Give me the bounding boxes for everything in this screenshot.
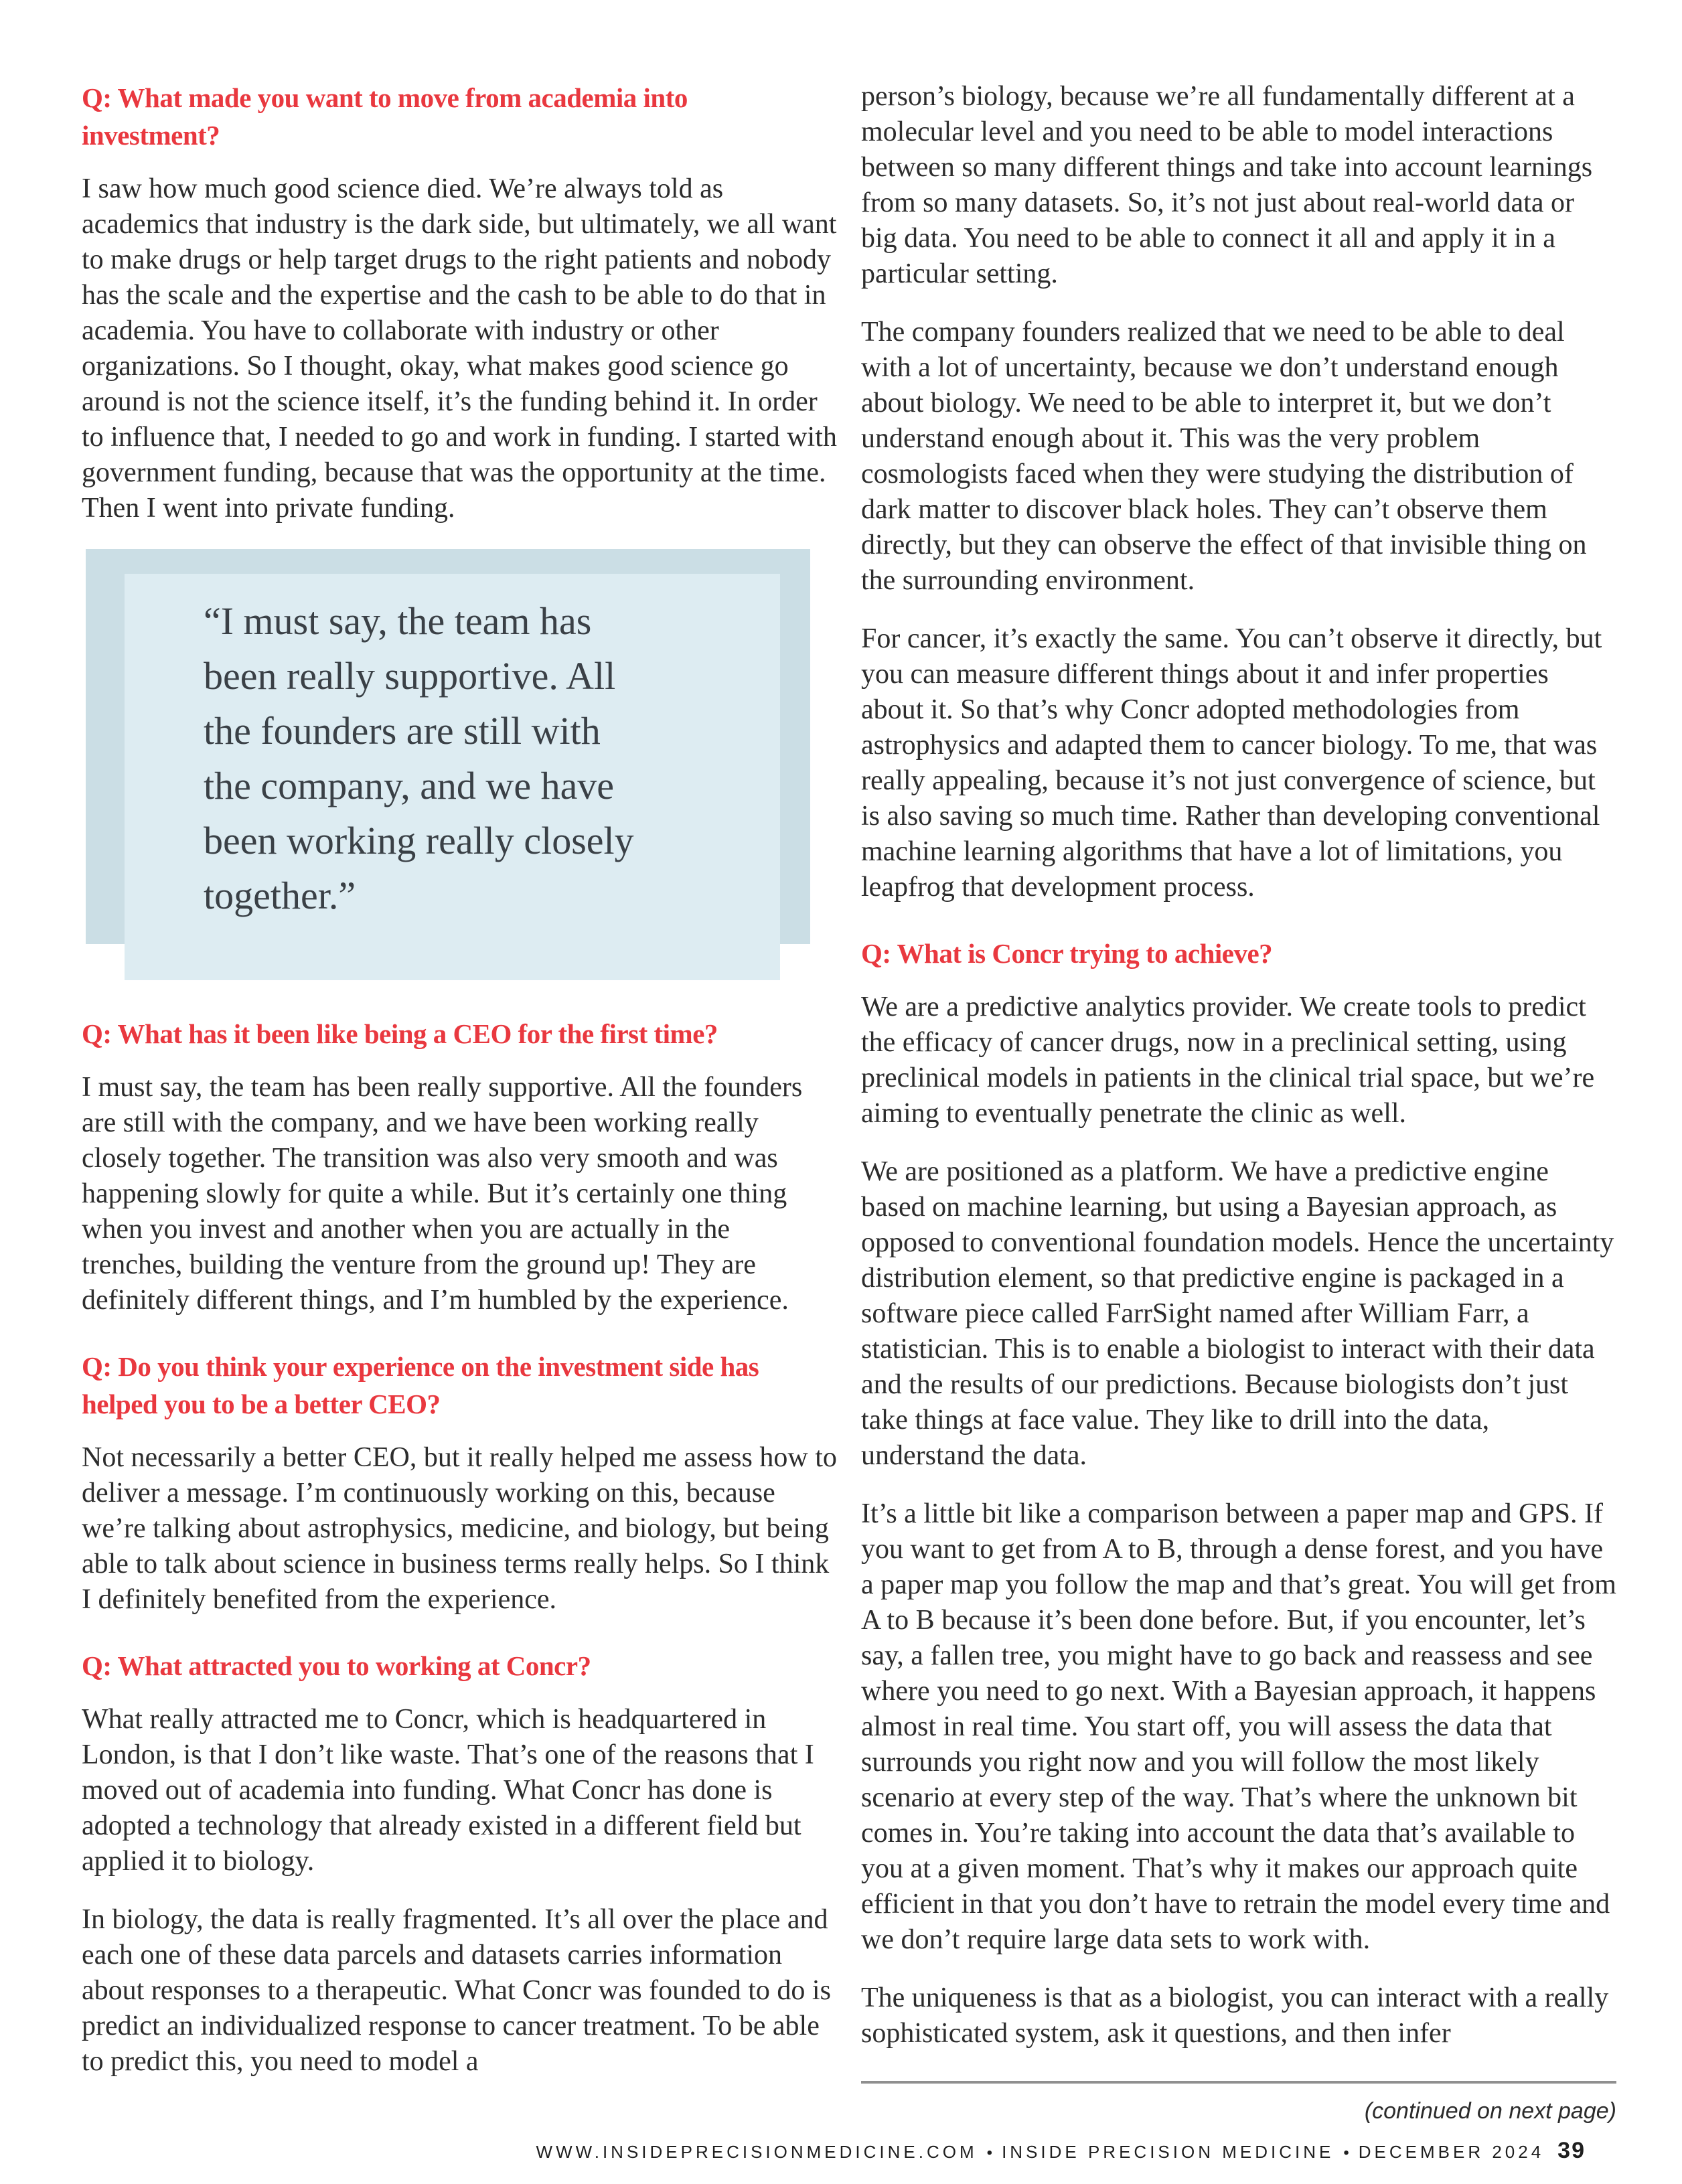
answer-paragraph: I saw how much good science died. We’re always told as academics that industry is the dark side, but ultimately, we all want to make drugs or help target drugs to the right patients and nobody has the scale and the expertise and the cash to be able to do that in academia. You have to collaborate with industry or other organizations. So I thought, okay, what makes good science go around is not the science itself, it’s the funding behind it. In order to influence that, I needed to go and work in funding. I started with government funding, because that was the opportunity at the time. Then I went into private funding. <box>82 173 837 524</box>
footer-bullet: • <box>986 2144 993 2162</box>
pull-quote-line: “I must say, the team has <box>204 599 592 643</box>
pull-quote-text <box>125 574 780 980</box>
page-footer <box>536 2138 1586 2164</box>
question-heading-attracted-to-concr: Q: What attracted you to working at Concr? <box>82 1650 591 1681</box>
question-heading-first-time-ceo: Q: What has it been like being a CEO for the first time? <box>82 1018 718 1049</box>
pull-quote-line: the company, and we have <box>204 764 615 807</box>
pull-quote-box <box>82 549 837 980</box>
continued-note: (continued on next page) <box>1364 2098 1616 2124</box>
answer-paragraph: I must say, the team has been really supportive. All the founders are still with the company, and we have been working really closely together. The transition was also very smooth and was happening slowly for quite a while. But it’s certainly one thing when you invest and another when you are actually in the trenches, building the venture from the ground up! They are definitely different things, and I’m humbled by the experience. <box>82 1072 803 1316</box>
answer-paragraph: The company founders realized that we need to be able to deal with a lot of uncertainty, because we don’t understand enough about biology. We need to be able to interpret it, but we don’t understand enough about it. This was the very problem cosmologists faced when they were studying the distribution of dark matter to discover black holes. They can’t observe them directly, but they can observe the effect of that invisible thing on the surrounding environment. <box>861 317 1587 596</box>
answer-paragraph: The uniqueness is that as a biologist, you can interact with a really sophisticated system, ask it questions, and then infer <box>861 1982 1609 2049</box>
column-divider-rule <box>861 2081 1616 2084</box>
question-heading-investment-experience: Q: Do you think your experience on the investment side has helped you to be a better CEO? <box>82 1351 759 1419</box>
footer-page-number: 39 <box>1557 2138 1586 2163</box>
answer-paragraph: It’s a little bit like a comparison between a paper map and GPS. If you want to get from A to B, through a dense forest, and you have a paper map you follow the map and that’s great. You will get from A to B because it’s been done before. But, if you encounter, let’s say, a fallen tree, you might have to go back and reassess and see where you need to go next. With a Bayesian approach, it happens almost in real time. You start off, you will assess the data that surrounds you right now and you will follow the most likely scenario at every step of the way. That’s where the unknown bit comes in. You’re taking into account the data that’s available to you at a given moment. That’s why it makes our approach quite efficient in that you don’t have to retrain the model every time and we don’t require large data sets to work with. <box>861 1498 1616 1955</box>
answer-paragraph: person’s biology, because we’re all fundamentally different at a molecular level and you need to be able to model interactions between so many different things and take into account learnings from so many datasets. So, it’s not just about real-world data or big data. You need to be able to connect it all and apply it in a particular setting. <box>861 81 1593 289</box>
footer-bullet: • <box>1343 2144 1349 2162</box>
pull-quote-line: the founders are still with <box>204 709 601 753</box>
answer-paragraph: We are positioned as a platform. We have a predictive engine based on machine learning, but using a Bayesian approach, as opposed to conventional foundation models. Hence the uncertainty distribution element, so that predictive engine is packaged in a software piece called FarrSight named after William Farr, a statistician. This is to enable a biologist to interact with their data and the results of our predictions. Because biologists don’t just take things at face value. They like to drill into the data, understand the data. <box>861 1156 1614 1471</box>
pull-quote-line: been really supportive. All <box>204 654 616 698</box>
left-column <box>82 79 837 2102</box>
answer-paragraph: In biology, the data is really fragmented. It’s all over the place and each one of these data parcels and datasets carries information about responses to a therapeutic. What Concr was founded to do is predict an individualized response to cancer treatment. To be able to predict this, you need to model a <box>82 1904 831 2077</box>
pull-quote-line: together.” <box>204 874 356 917</box>
question-heading-concr-goal: Q: What is Concr trying to achieve? <box>861 938 1273 969</box>
answer-paragraph: Not necessarily a better CEO, but it really helped me assess how to deliver a message. I’m continuously working on this, because we’re talking about astrophysics, medicine, and biology, but being able to talk about science in business terms really helps. So I think I definitely benefited from the experience. <box>82 1442 837 1615</box>
answer-paragraph: What really attracted me to Concr, which is headquartered in London, is that I don’t like waste. That’s one of the reasons that I moved out of academia into funding. What Concr has done is adopted a technology that already existed in a different field but applied it to biology. <box>82 1704 814 1877</box>
answer-paragraph: We are a predictive analytics provider. We create tools to predict the efficacy of cancer drugs, now in a preclinical setting, using preclinical models in patients in the clinical trial space, but we’re aiming to eventually penetrate the clinic as well. <box>861 992 1595 1129</box>
footer-issue-date: DECEMBER 2024 <box>1358 2142 1545 2162</box>
footer-magazine-name: INSIDE PRECISION MEDICINE <box>1002 2142 1334 2162</box>
footer-site-url: WWW.INSIDEPRECISIONMEDICINE.COM <box>536 2142 978 2162</box>
question-heading-academia-to-investment: Q: What made you want to move from academia into investment? <box>82 82 688 151</box>
right-column <box>861 79 1616 2124</box>
pull-quote-front-panel <box>125 574 780 980</box>
pull-quote-line: been working really closely <box>204 819 634 862</box>
answer-paragraph: For cancer, it’s exactly the same. You can’t observe it directly, but you can measure different things about it and infer properties about it. So that’s why Concr adopted methodologies from astrophysics and adapted them to cancer biology. To me, that was really appealing, because it’s not just convergence of science, but is also saving so much time. Rather than developing conventional machine learning algorithms that have a lot of limitations, you leapfrog that development process. <box>861 623 1602 903</box>
